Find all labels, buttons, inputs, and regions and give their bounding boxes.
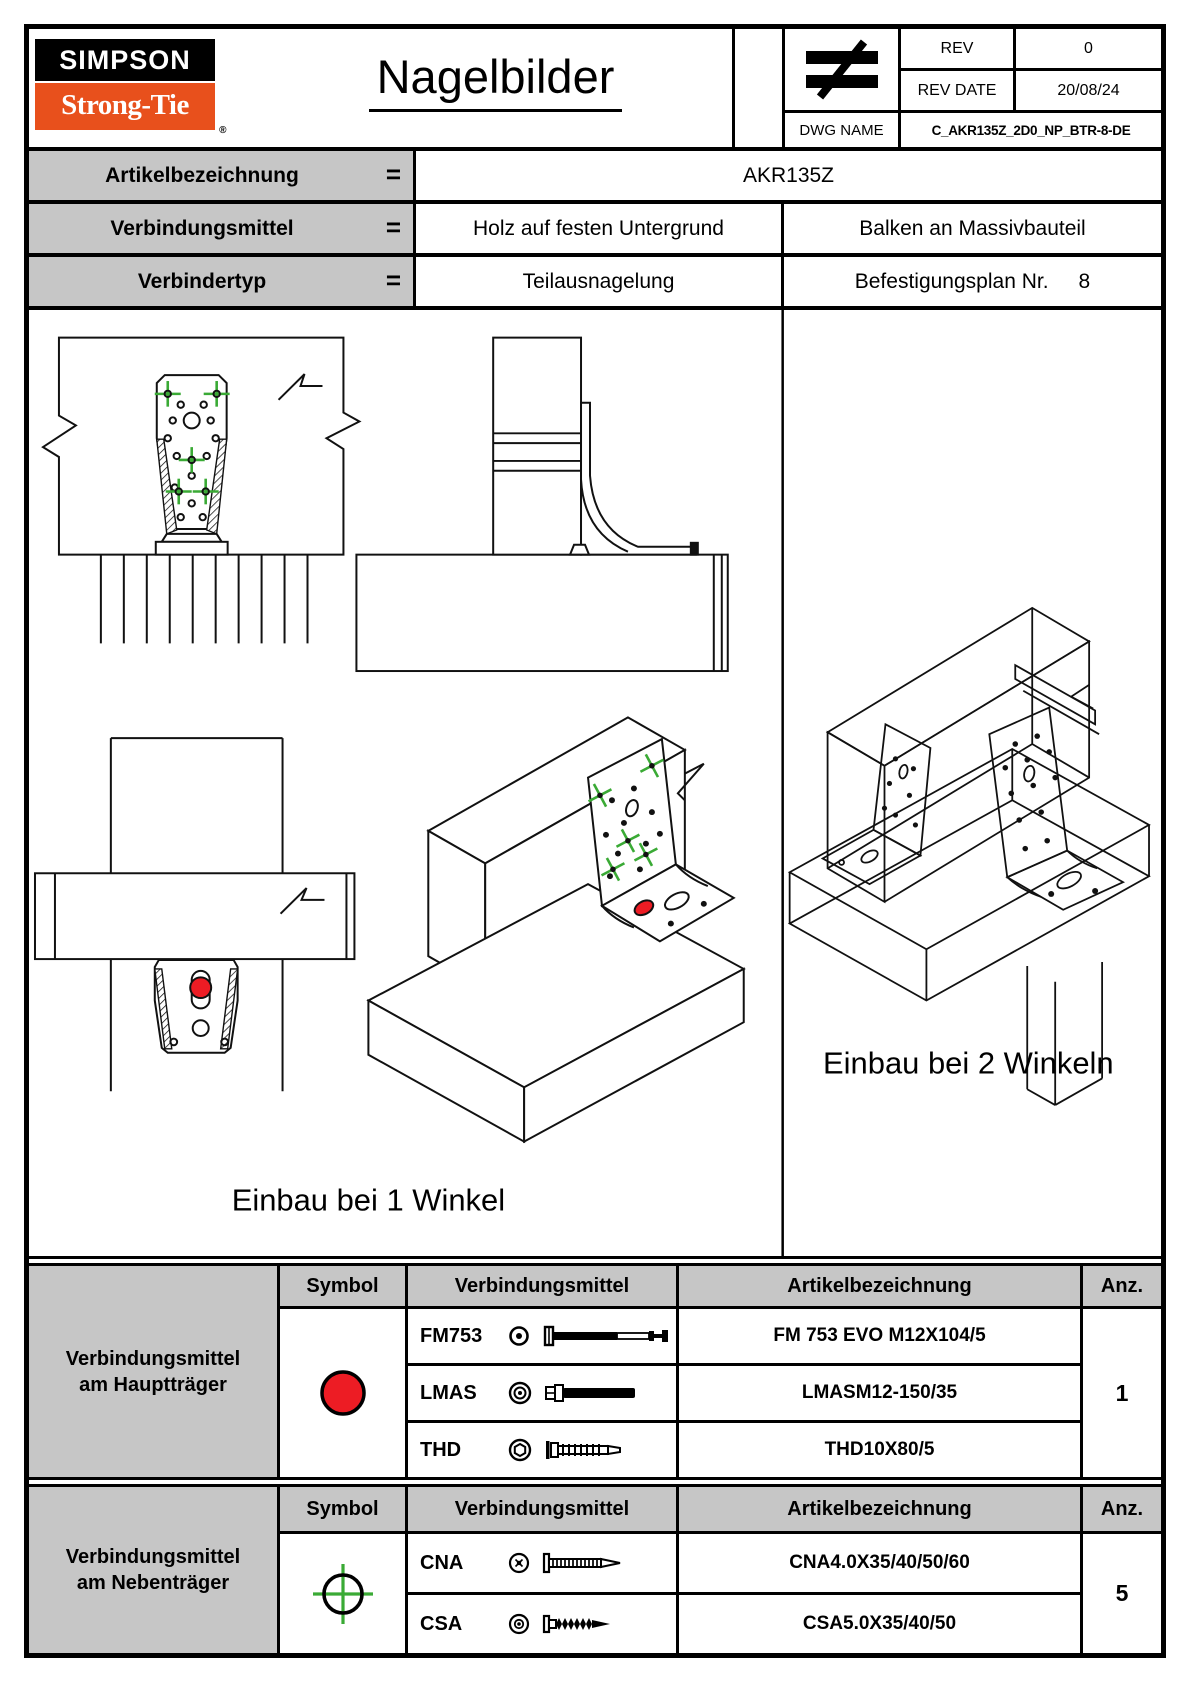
- info-value-article: AKR135Z: [413, 151, 1161, 200]
- iso-view-one-bracket: [368, 717, 743, 1141]
- lmas-head-icon: [507, 1380, 533, 1406]
- fastener-code: THD: [420, 1438, 462, 1461]
- info-row-connector-type: [29, 253, 1161, 306]
- caption-one-bracket: Einbau bei 1 Winkel: [231, 1182, 506, 1218]
- info-label-text: Verbindertyp: [137, 269, 267, 293]
- section-divider: [29, 1256, 1161, 1266]
- fastener-table-secondary-member: [29, 1487, 1161, 1653]
- page-title: Nagelbilder: [369, 49, 623, 112]
- plan-number: 8: [1078, 269, 1091, 293]
- group-label-nebentraeger: [29, 1487, 277, 1653]
- plan-label: Befestigungsplan Nr.: [854, 269, 1049, 293]
- sheet-title-area: [259, 29, 732, 147]
- equals-icon: =: [385, 211, 401, 242]
- lmas-anchor-icon: [544, 1380, 676, 1406]
- group-label-line2: am Nebenträger: [76, 1572, 230, 1594]
- rev-date-value: 20/08/24: [1016, 71, 1161, 110]
- registered-mark: ®: [219, 125, 226, 136]
- logo-simpson: SIMPSON: [35, 39, 215, 81]
- header-symbol: Symbol: [280, 1266, 405, 1306]
- front-view: [43, 338, 359, 644]
- info-row-fastener: [29, 200, 1161, 253]
- header-qty: Anz.: [1083, 1266, 1161, 1306]
- thd-head-icon: [507, 1437, 533, 1463]
- rev-value: 0: [1016, 29, 1161, 68]
- fastener-code: LMAS: [420, 1381, 477, 1404]
- drawing-area: [29, 306, 1161, 1256]
- caption-two-brackets: Einbau bei 2 Winkeln: [823, 1045, 1114, 1081]
- info-value-substrate: Holz auf festen Untergrund: [413, 204, 781, 253]
- article-csa: CSA5.0X35/40/50: [679, 1595, 1080, 1653]
- plan-view: [35, 738, 354, 1091]
- info-label-text: Verbindungsmittel: [110, 216, 294, 240]
- header-article: Artikelbezeichnung: [679, 1487, 1080, 1531]
- fastener-table-main-member: [29, 1266, 1161, 1477]
- cna-nail-icon: [542, 1550, 674, 1576]
- sheet-frame: [24, 24, 1166, 1658]
- not-equal-icon: [785, 29, 898, 110]
- fastener-row-cna: [408, 1534, 676, 1592]
- fastener-code: CNA: [420, 1551, 464, 1574]
- technical-drawing: [29, 310, 1161, 1256]
- qty-secondary-member: 5: [1083, 1534, 1161, 1653]
- qty-main-member: 1: [1083, 1309, 1161, 1477]
- info-value-beam-massive: Balken an Massivbauteil: [781, 204, 1161, 253]
- article-fm753: FM 753 EVO M12X104/5: [679, 1309, 1080, 1363]
- info-value-plan: [781, 257, 1161, 306]
- fastener-row-lmas: [408, 1366, 676, 1420]
- section-divider: [29, 1477, 1161, 1487]
- group-label-line2: am Hauptträger: [79, 1373, 227, 1396]
- info-label-artikelbezeichnung: [29, 151, 413, 200]
- info-label-text: Artikelbezeichnung: [105, 163, 299, 187]
- info-row-article: [29, 151, 1161, 200]
- info-label-verbindertyp: [29, 257, 413, 306]
- equals-icon: =: [385, 264, 401, 295]
- rev-date-label: REV DATE: [901, 71, 1013, 110]
- company-logo: [29, 29, 259, 147]
- header-qty: Anz.: [1083, 1487, 1161, 1531]
- fastener-code: CSA: [420, 1612, 463, 1635]
- revision-block: [732, 29, 1161, 147]
- side-view: [356, 338, 727, 671]
- cna-head-icon: [507, 1551, 531, 1575]
- csa-head-icon: [507, 1612, 531, 1636]
- csa-screw-icon: [542, 1611, 674, 1637]
- group-label-line1: Verbindungsmittel: [65, 1347, 241, 1370]
- article-thd: THD10X80/5: [679, 1423, 1080, 1477]
- logo-strongtie-text: Strong-Tie: [61, 89, 189, 121]
- anchor-marker-red: [190, 977, 211, 998]
- thd-screw-icon: [544, 1437, 676, 1463]
- group-label-line1: Verbindungsmittel: [65, 1546, 241, 1568]
- fm753-bolt-icon: [542, 1323, 674, 1349]
- header-fastener: Verbindungsmittel: [408, 1266, 676, 1306]
- article-lmas: LMASM12-150/35: [679, 1366, 1080, 1420]
- header-article: Artikelbezeichnung: [679, 1266, 1080, 1306]
- info-value-nailing: Teilausnagelung: [413, 257, 781, 306]
- info-label-verbindungsmittel: [29, 204, 413, 253]
- article-cna: CNA4.0X35/40/50/60: [679, 1534, 1080, 1592]
- red-dot-symbol-icon: [280, 1309, 405, 1477]
- dwg-name-value: C_AKR135Z_2D0_NP_BTR-8-DE: [901, 113, 1161, 147]
- iso-view-two-brackets: [790, 608, 1149, 1105]
- fastener-row-fm753: [408, 1309, 676, 1363]
- fastener-code: FM753: [420, 1324, 483, 1347]
- fastener-row-csa: [408, 1595, 676, 1653]
- title-block: [29, 29, 1161, 151]
- rev-label: REV: [901, 29, 1013, 68]
- group-label-hauptraeger: [29, 1266, 277, 1477]
- header-symbol: Symbol: [280, 1487, 405, 1531]
- revision-block-spacer: [735, 29, 782, 147]
- green-crosshair-symbol-icon: [280, 1534, 405, 1653]
- equals-icon: =: [385, 158, 401, 189]
- fm753-head-icon: [507, 1324, 531, 1348]
- dwg-name-label: DWG NAME: [785, 113, 898, 147]
- fastener-row-thd: [408, 1423, 676, 1477]
- logo-strongtie: [35, 83, 226, 136]
- header-fastener: Verbindungsmittel: [408, 1487, 676, 1531]
